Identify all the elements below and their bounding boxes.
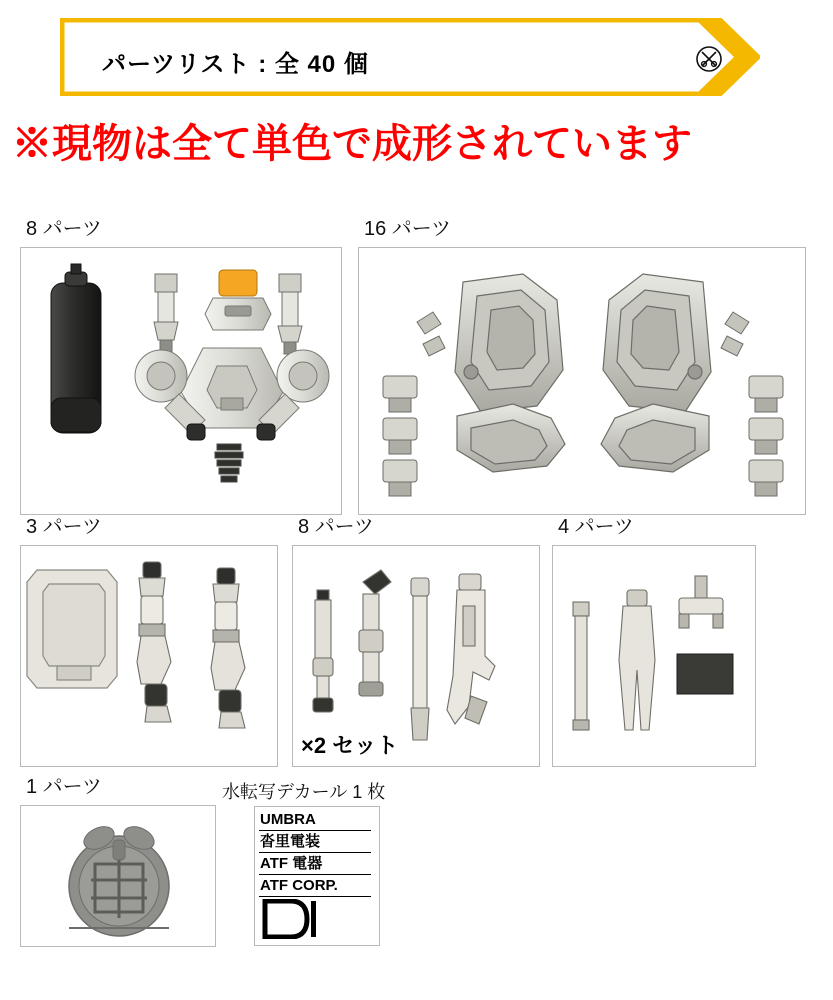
group-16-parts-armor <box>358 212 806 515</box>
group-4-parts-stand <box>552 510 756 767</box>
scissors-cut-icon <box>696 46 722 72</box>
group-box <box>292 545 540 767</box>
decal-line: UMBRA <box>259 809 371 831</box>
notice-text: ※現物は全て単色で成形されています <box>12 122 692 166</box>
group-box <box>20 805 216 947</box>
group-label: 3 パーツ <box>26 516 102 538</box>
group-label: 4 パーツ <box>558 516 634 538</box>
page-title: パーツリスト : 全 40 個 <box>102 51 369 78</box>
parts-list-banner <box>60 18 760 96</box>
group-label: 8 パーツ <box>26 218 102 240</box>
emblem-illustration <box>21 806 217 948</box>
decal-line: 沓里電装 <box>259 831 371 853</box>
parts-illustration-armor <box>359 248 807 516</box>
atf-logo-icon <box>261 899 319 939</box>
decal-box <box>254 806 380 946</box>
group-8-parts-head <box>20 212 342 515</box>
group-8-parts-weapon <box>292 510 540 767</box>
group-box <box>552 545 756 767</box>
group-label: 8 パーツ <box>298 516 374 538</box>
decal-text-block <box>259 809 371 897</box>
parts-illustration-panel <box>21 546 279 768</box>
group-box <box>20 247 342 515</box>
decal-label: 水転写デカール 1 枚 <box>222 782 386 802</box>
group-1-part-emblem <box>20 770 216 947</box>
parts-illustration-stand <box>553 546 757 768</box>
group-note: ×2 セット <box>301 733 399 758</box>
group-label: 1 パーツ <box>26 776 102 798</box>
decal-line: ATF 電器 <box>259 853 371 875</box>
group-3-parts-panel <box>20 510 278 767</box>
decal-line: ATF CORP. <box>259 875 371 897</box>
group-box <box>358 247 806 515</box>
parts-illustration-head <box>21 248 343 516</box>
group-box <box>20 545 278 767</box>
group-label: 16 パーツ <box>364 218 452 240</box>
